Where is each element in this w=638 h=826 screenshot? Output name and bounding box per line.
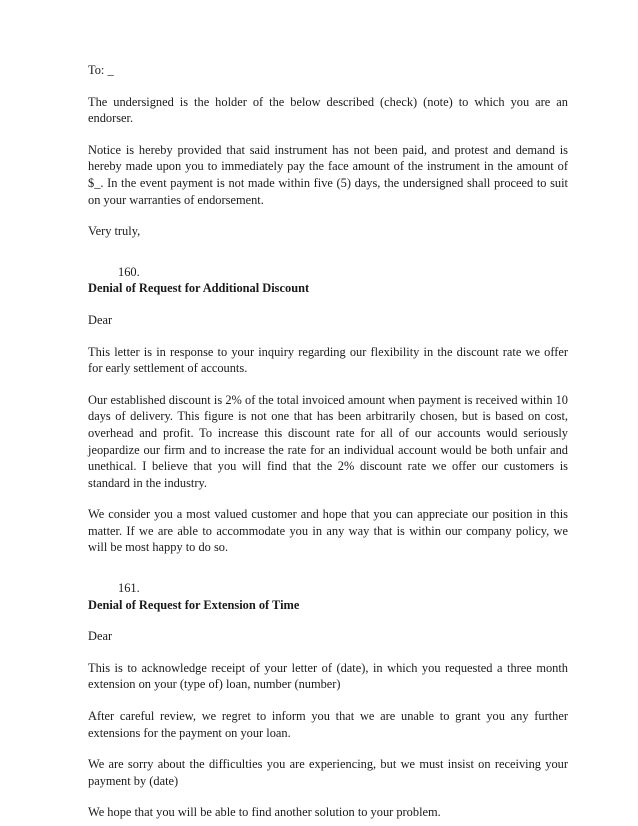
to-line: To: _: [88, 63, 114, 77]
letter2-number: 160.: [118, 264, 140, 279]
document-page: [88, 62, 568, 821]
letter3-paragraph-1: This is to acknowledge receipt of your letter of (date), in which you requested a three month extension on your (type of) loan, number (number): [88, 660, 568, 692]
letter2-salutation: Dear: [88, 312, 113, 327]
letter1-paragraph-2: Notice is hereby provided that said instrument has not been paid, and protest and demand is hereby made upon you to immediately pay the face amount of the instrument in the amount of $_. In the event payment is not made within five (5) days, the undersigned shall proceed to suit on your warranties of endorsement.: [88, 142, 568, 207]
letter3-salutation: Dear: [88, 629, 113, 644]
letter3-title: Denial of Request for Extension of Time: [88, 597, 300, 612]
letter2-paragraph-2: Our established discount is 2% of the total invoiced amount when payment is received within 10 days of delivery. This figure is not one that has been arbitrarily chosen, but is based on cost, overhead and profit. To increase this discount rate for all of our accounts would seriously jeopardize our firm and to increase the rate for an individual account would be both unfair and unethical. I believe that you will find that the 2% discount rate we offer our customers is standard in the industry.: [88, 392, 568, 490]
letter3-number: 161.: [118, 581, 140, 596]
letter1-paragraph-1: The undersigned is the holder of the below described (check) (note) to which you are an endorser.: [88, 94, 568, 126]
letter3-paragraph-4: We hope that you will be able to find another solution to your problem.: [88, 805, 441, 820]
letter2-paragraph-1: This letter is in response to your inquiry regarding our flexibility in the discount rate we offer for early settlement of accounts.: [88, 344, 568, 376]
letter3-paragraph-3: We are sorry about the difficulties you are experiencing, but we must insist on receiving your payment by (date): [88, 757, 568, 788]
letter1-closing: Very truly,: [88, 224, 141, 239]
letter3-paragraph-2: After careful review, we regret to inform you that we are unable to grant you any further extensions for the payment on your loan.: [88, 709, 568, 740]
letter2-paragraph-3: We consider you a most valued customer and hope that you can appreciate our position in this matter. If we are able to accommodate you in any way that is within our company policy, we will be most happy to do so.: [88, 507, 568, 555]
letter2-title: Denial of Request for Additional Discount: [88, 281, 310, 296]
